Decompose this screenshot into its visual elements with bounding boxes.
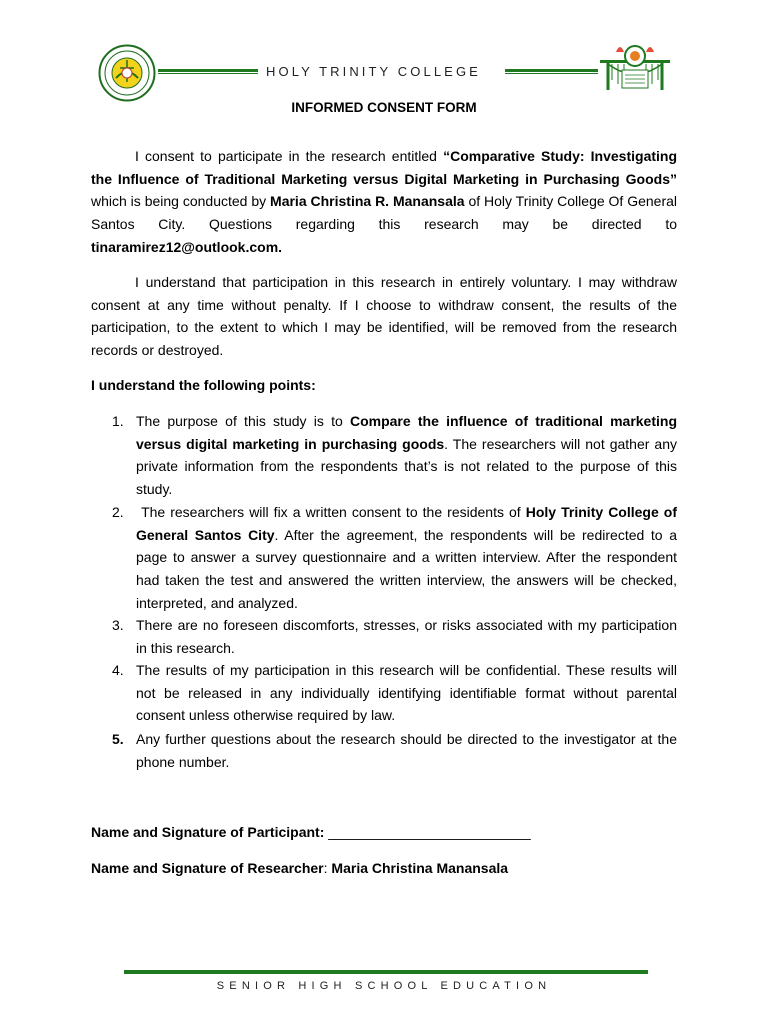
- point-number: 1.: [112, 413, 124, 429]
- consent-paragraph: [91, 145, 677, 259]
- contact-email: tinaramirez12@outlook.com.: [91, 238, 283, 255]
- consent-text: of Holy Trinity College Of General Santos City. Questions regarding this research may be directed to: [91, 193, 678, 233]
- point-item: Any further questions about the research should be directed to the investigator at the phone number.: [136, 731, 677, 770]
- point-number: 5.: [112, 731, 124, 747]
- point-emphasis: Holy Trinity College of General Santos City: [136, 504, 678, 543]
- footer-rule: [124, 970, 648, 974]
- form-title: INFORMED CONSENT FORM: [291, 100, 477, 115]
- point-text: . The researchers will not gather any private information from the respondents that’s is not related to the purpose of this study.: [136, 435, 677, 498]
- researcher-signature-label: Name and Signature of Researcher: [91, 860, 324, 876]
- header-rule-left: [158, 69, 258, 72]
- study-title: “Comparative Study: Investigating the Influence of Traditional Marketing versus Digital Marketing in Purchasing Goods”: [91, 148, 678, 187]
- header-rule-right: [505, 69, 598, 72]
- point-text: The researchers will fix a written consent to the residents of: [136, 504, 526, 520]
- point-item: [136, 501, 677, 615]
- researcher-signature-line: [91, 860, 508, 876]
- participant-signature-blank: __________________________: [328, 824, 531, 840]
- point-number: 3.: [112, 617, 124, 633]
- researcher-signature-name: Maria Christina Manansala: [331, 860, 509, 876]
- consent-text: which is being conducted by: [91, 193, 271, 210]
- point-item: The results of my participation in this research will be confidential. These results will not be released in any individually identifying identifiable format without parental consent unless otherwise required by law.: [136, 662, 677, 724]
- point-number: 4.: [112, 662, 124, 678]
- point-emphasis: Compare the influence of traditional marketing versus digital marketing in purchasing goods: [136, 413, 677, 452]
- point-item: There are no foreseen discomforts, stresses, or risks associated with my participation in this research.: [136, 617, 677, 656]
- participant-signature-label: Name and Signature of Participant:: [91, 824, 329, 840]
- voluntary-paragraph: I understand that participation in this research in entirely voluntary. I may withdraw consent at any time without penalty. If I choose to withdraw consent, the results of the participation, to the extent to which I may be identified, will be removed from the research records or destroyed.: [91, 274, 677, 359]
- point-item: [136, 410, 677, 501]
- footer-text: SENIOR HIGH SCHOOL EDUCATION: [216, 980, 552, 992]
- researcher-signature-colon: :: [323, 860, 332, 876]
- point-text: . After the agreement, the respondents will be redirected to a page to answer a survey questionnaire and a written interview. After the respondent had taken the test and answered the written interview, the answers will be checked, interpreted, and analyzed.: [136, 526, 677, 611]
- researcher-name: Maria Christina R. Manansala: [270, 193, 465, 210]
- point-number: 2.: [112, 504, 124, 520]
- points-heading: I understand the following points:: [91, 377, 316, 393]
- consent-text: I consent to participate in the research entitled: [135, 148, 444, 164]
- college-name: HOLY TRINITY COLLEGE: [266, 64, 481, 79]
- college-seal-icon: [98, 44, 156, 102]
- participant-signature-line: [91, 824, 531, 840]
- shs-emblem-icon: [598, 40, 672, 94]
- point-text: The purpose of this study is to: [136, 413, 350, 429]
